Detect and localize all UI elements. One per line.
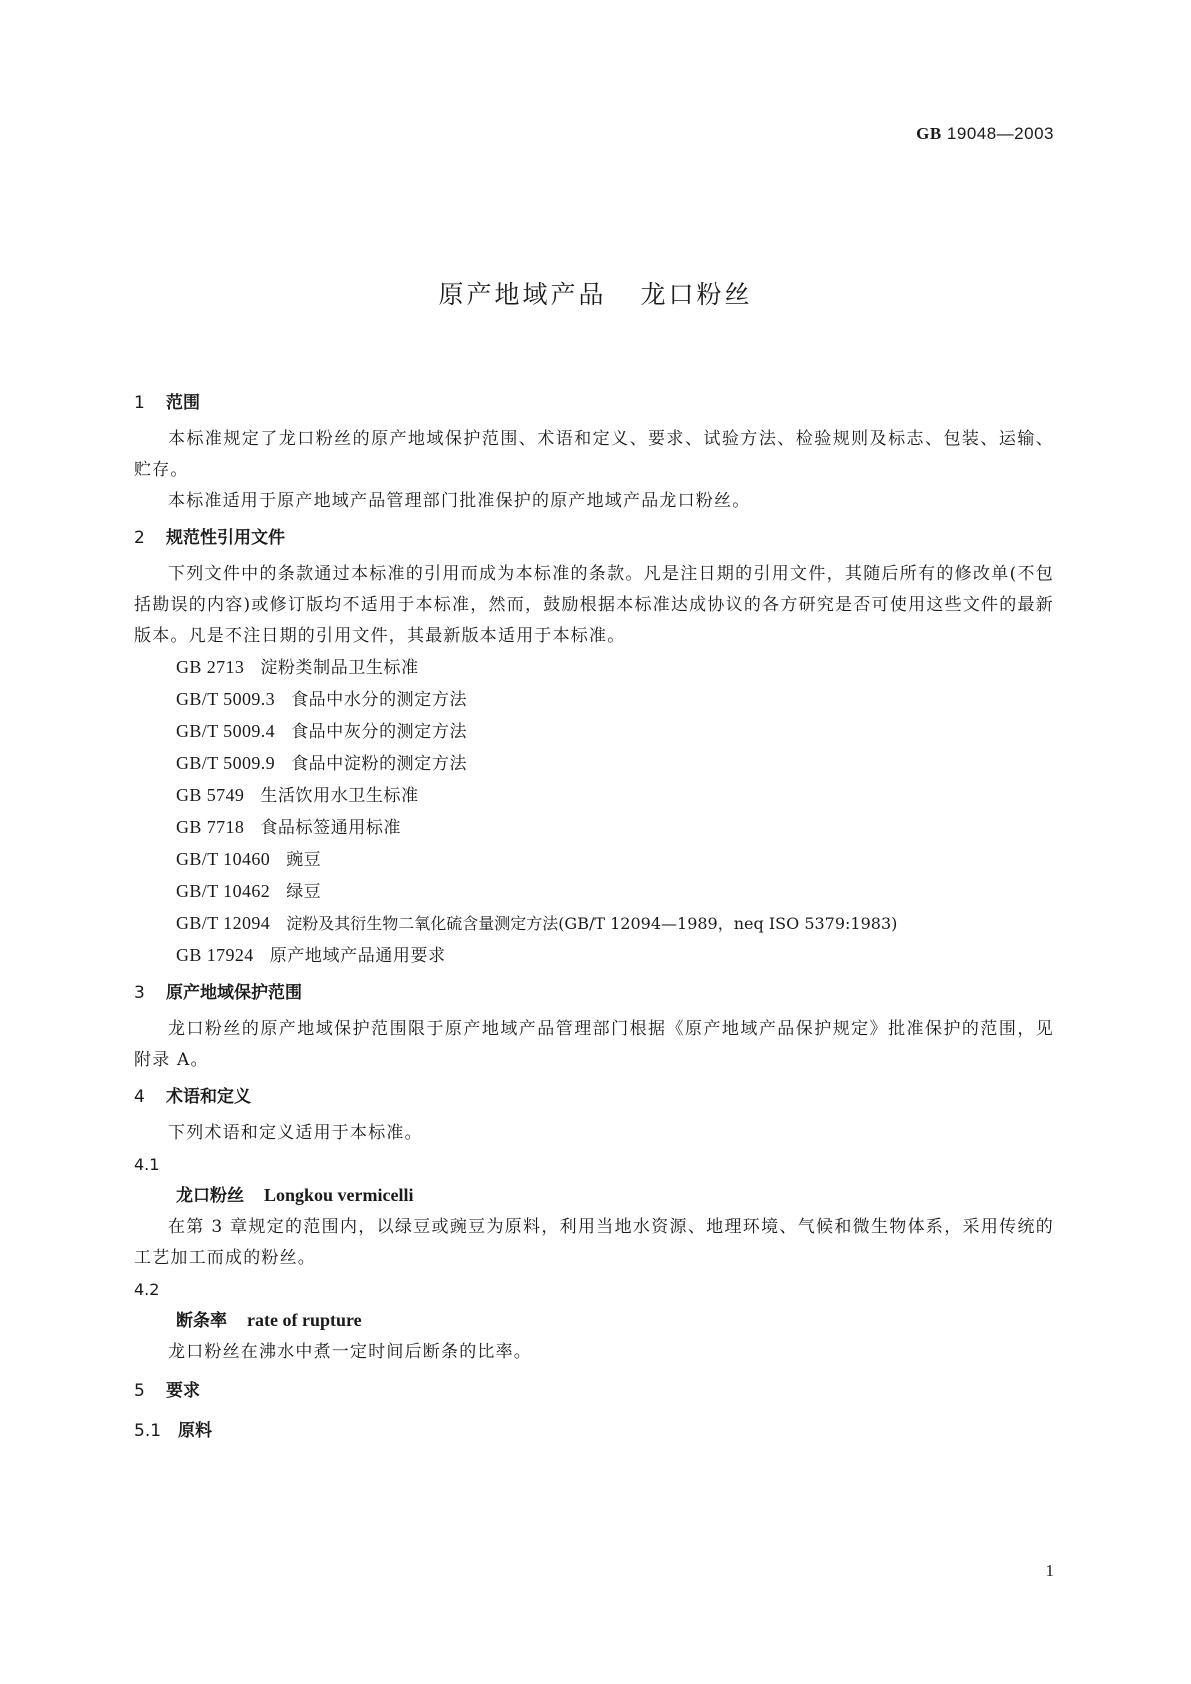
reference-item: GB/T 10460 豌豆 <box>176 849 322 870</box>
reference-item: GB 2713 淀粉类制品卫生标准 <box>176 657 419 678</box>
reference-item: GB 17924 原产地域产品通用要求 <box>176 945 446 966</box>
section-5-heading: 5 要求 <box>134 1381 200 1401</box>
term-heading: 龙口粉丝 Longkou vermicelli <box>176 1185 414 1206</box>
section-2-heading: 2 规范性引用文件 <box>134 528 285 548</box>
section-4-paragraph-1: 下列术语和定义适用于本标准。 <box>168 1123 423 1143</box>
section-1-heading: 1 范围 <box>134 393 200 413</box>
section-1-paragraph-1: 本标准规定了龙口粉丝的原产地域保护范围、术语和定义、要求、试验方法、检验规则及标志、包装、运输、贮存。 <box>134 429 1054 480</box>
reference-item: GB/T 10462 绿豆 <box>176 881 322 902</box>
section-3-heading: 3 原产地域保护范围 <box>134 983 302 1003</box>
reference-item: GB/T 5009.9 食品中淀粉的测定方法 <box>176 753 468 774</box>
document-title <box>0 275 1191 311</box>
term-heading: 断条率 rate of rupture <box>176 1310 362 1331</box>
reference-item: GB 5749 生活饮用水卫生标准 <box>176 785 419 806</box>
document-body <box>134 388 1054 1446</box>
reference-item: GB/T 5009.3 食品中水分的测定方法 <box>176 689 468 710</box>
section-4-heading: 4 术语和定义 <box>134 1087 251 1107</box>
term-definition: 龙口粉丝在沸水中煮一定时间后断条的比率。 <box>168 1342 532 1362</box>
standard-code: 19048—2003 <box>946 124 1054 143</box>
reference-item: GB/T 12094 淀粉及其衍生物二氧化硫含量测定方法(GB/T 12094—1989，neq ISO 5379:1983) <box>176 913 898 933</box>
section-3-paragraph-1: 龙口粉丝的原产地域保护范围限于原产地域产品管理部门根据《原产地域产品保护规定》批准保护的范围，见附录 A。 <box>134 1019 1054 1070</box>
standard-prefix: GB <box>916 124 942 143</box>
standard-number <box>916 124 1054 144</box>
clause-number: 4.1 <box>134 1155 160 1174</box>
reference-item: GB 7718 食品标签通用标准 <box>176 817 402 838</box>
title-part-1: 原产地域产品 <box>438 280 607 309</box>
title-part-2: 龙口粉丝 <box>640 280 753 309</box>
page-number: 1 <box>1045 1561 1054 1580</box>
section-2-paragraph-1: 下列文件中的条款通过本标准的引用而成为本标准的条款。凡是注日期的引用文件，其随后所有的修改单(不包括勘误的内容)或修订版均不适用于本标准，然而，鼓励根据本标准达成协议的各方研究是否可使用这些文件的最新版本。凡是不注日期的引用文件，其最新版本适用于本标准。 <box>134 564 1054 646</box>
term-definition: 在第 3 章规定的范围内，以绿豆或豌豆为原料，利用当地水资源、地理环境、气候和微生物体系，采用传统的工艺加工而成的粉丝。 <box>134 1217 1054 1268</box>
reference-item: GB/T 5009.4 食品中灰分的测定方法 <box>176 721 468 742</box>
section-1-paragraph-2: 本标准适用于原产地域产品管理部门批准保护的原产地域产品龙口粉丝。 <box>168 491 751 511</box>
clause-number: 4.2 <box>134 1280 160 1299</box>
subsection-5-1-heading: 5.1 原料 <box>134 1421 212 1441</box>
reference-list <box>134 652 1054 972</box>
